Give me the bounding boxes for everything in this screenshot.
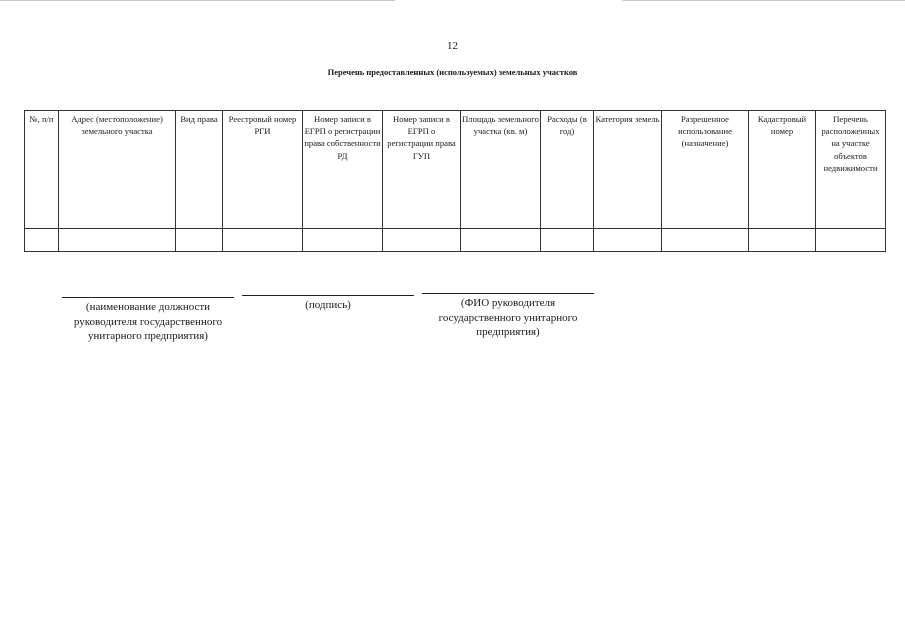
table-cell xyxy=(816,229,886,252)
header-egrp-rd-record: Номер записи в ЕГРП о регистрации права собственности РД xyxy=(303,111,383,229)
signature-position-caption: (наименование должности руководителя государственного унитарного предприятия) xyxy=(73,301,223,342)
table-cell xyxy=(749,229,816,252)
table-header-row xyxy=(25,111,886,229)
signature-line xyxy=(422,293,594,294)
signature-name xyxy=(422,293,594,340)
table-cell xyxy=(303,229,383,252)
document-title: Перечень предоставленных (используемых) земельных участков xyxy=(327,67,578,77)
header-address: Адрес (местоположение) земельного участка xyxy=(59,111,176,229)
scan-edge-line-left xyxy=(0,0,395,1)
signature-name-caption: (ФИО руководителя государственного унитарного предприятия) xyxy=(438,297,578,338)
table-cell xyxy=(59,229,176,252)
header-egrp-gup-record: Номер записи в ЕГРП о регистрации права ГУП xyxy=(383,111,461,229)
table-cell xyxy=(383,229,461,252)
signature-position xyxy=(62,297,234,344)
table-cell xyxy=(25,229,59,252)
table-cell xyxy=(461,229,541,252)
signature-sign-caption: (подпись) xyxy=(305,299,351,311)
header-area: Площадь земельного участка (кв. м) xyxy=(461,111,541,229)
header-number: №, п/п xyxy=(25,111,59,229)
table-cell xyxy=(662,229,749,252)
scan-edge-line-right xyxy=(622,0,905,1)
signature-line xyxy=(62,297,234,298)
signature-sign xyxy=(242,295,414,313)
table-cell xyxy=(176,229,223,252)
header-registry-number: Реестровый номер РГИ xyxy=(223,111,303,229)
header-expenses: Расходы (в год) xyxy=(541,111,594,229)
land-plots-table xyxy=(24,110,886,252)
table-row xyxy=(25,229,886,252)
header-permitted-use: Разрешенное использование (назначение) xyxy=(662,111,749,229)
table-cell xyxy=(223,229,303,252)
page-number: 12 xyxy=(447,40,458,52)
signature-line xyxy=(242,295,414,296)
header-right-type: Вид права xyxy=(176,111,223,229)
table-cell xyxy=(541,229,594,252)
header-cadastral-number: Кадастровый номер xyxy=(749,111,816,229)
table-cell xyxy=(594,229,662,252)
header-real-estate-list: Перечень расположенных на участке объектов недвижимости xyxy=(816,111,886,229)
header-land-category: Категория земель xyxy=(594,111,662,229)
